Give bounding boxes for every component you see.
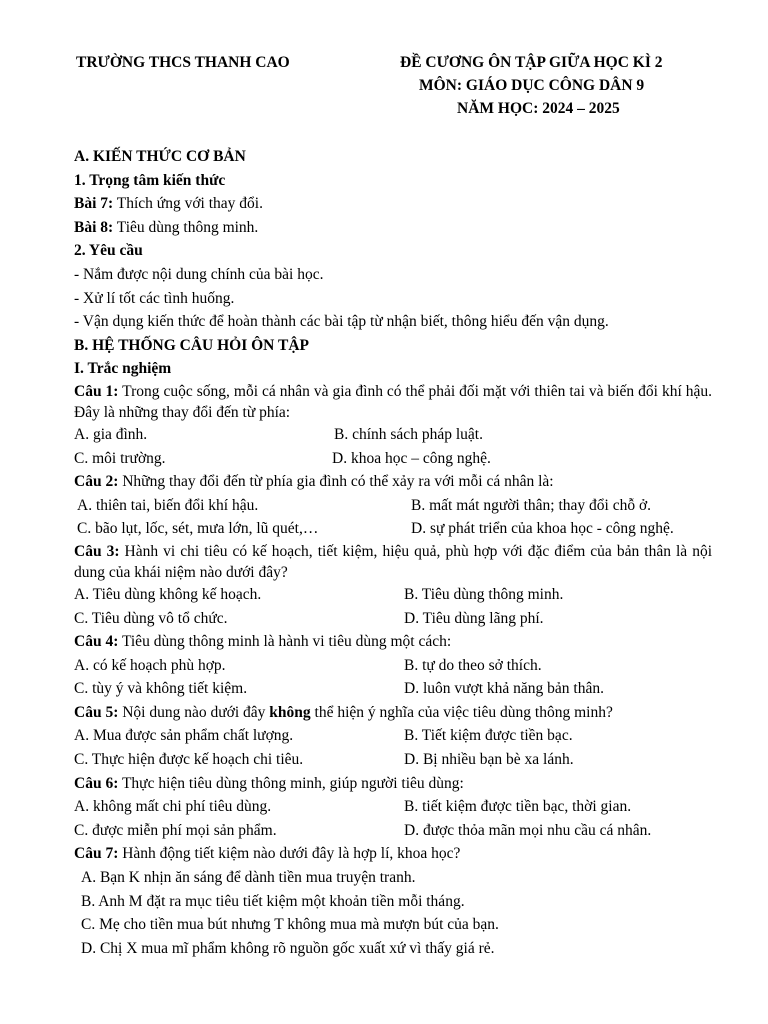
options-row <box>74 654 712 678</box>
option: A. có kế hoạch phù hợp. <box>74 656 226 674</box>
option: A. Bạn K nhịn ăn sáng để dành tiền mua truyện tranh. <box>81 869 416 887</box>
question-6 <box>74 772 712 796</box>
focus-heading: 1. Trọng tâm kiến thức <box>74 171 226 189</box>
options-row <box>74 795 712 819</box>
question-text: Nội dung nào dưới đây <box>118 703 270 721</box>
section-a-heading: A. KIẾN THỨC CƠ BẢN <box>74 148 246 165</box>
question-label: Câu 4: <box>74 633 119 651</box>
option: C. được miễn phí mọi sản phẩm. <box>74 821 277 839</box>
question-label: Câu 6: <box>74 774 119 792</box>
option: B. mất mát người thân; thay đổi chỗ ở. <box>411 496 652 514</box>
requirements-heading: 2. Yêu cầu <box>74 242 143 260</box>
option: B. chính sách pháp luật. <box>334 425 483 443</box>
question-text: Trong cuộc sống, mỗi cá nhân và gia đình có thể phải đối mặt với thiên tai và biến đổi khí hậu. Đây là những thay đổi đến từ phía: <box>74 382 712 421</box>
options-row <box>74 583 712 607</box>
question-text: Những thay đổi đến từ phía gia đình có thể xảy ra với mỗi cá nhân là: <box>118 473 554 491</box>
options-row <box>74 724 712 748</box>
option: B. Tiêu dùng thông minh. <box>404 585 564 603</box>
option: B. tiết kiệm được tiền bạc, thời gian. <box>404 798 632 816</box>
question-1 <box>74 381 712 423</box>
options-row <box>74 423 712 447</box>
question-4 <box>74 630 712 654</box>
question-text: Tiêu dùng thông minh là hành vi tiêu dùng một cách: <box>118 633 452 651</box>
option: D. Bị nhiều bạn bè xa lánh. <box>404 751 574 769</box>
options-row <box>74 677 712 701</box>
question-label: Câu 3: <box>74 542 120 560</box>
options-row <box>74 748 712 772</box>
option: C. bão lụt, lốc, sét, mưa lớn, lũ quét,… <box>77 520 319 538</box>
question-text: thể hiện ý nghĩa của việc tiêu dùng thông minh? <box>310 703 613 721</box>
document-title: ĐỀ CƯƠNG ÔN TẬP GIỮA HỌC KÌ 2 <box>400 54 663 71</box>
question-text: Hành động tiết kiệm nào dưới đây là hợp lí, khoa học? <box>118 845 461 863</box>
question-label: Câu 2: <box>74 473 119 491</box>
lesson-text: Thích ứng với thay đổi. <box>113 195 263 213</box>
subject-line: MÔN: GIÁO DỤC CÔNG DÂN 9 <box>419 77 645 94</box>
option: D. Tiêu dùng lãng phí. <box>404 609 544 627</box>
document-body <box>74 145 712 960</box>
option: C. Thực hiện được kế hoạch chi tiêu. <box>74 751 304 769</box>
options-row <box>74 819 712 843</box>
options-row <box>74 447 712 471</box>
question-label: Câu 5: <box>74 703 119 721</box>
emphasis-word: không <box>269 703 311 721</box>
option: D. sự phát triển của khoa học - công nghệ. <box>411 520 674 538</box>
option: C. tùy ý và không tiết kiệm. <box>74 680 248 698</box>
requirement-item: - Vận dụng kiến thức để hoàn thành các bài tập từ nhận biết, thông hiểu đến vận dụng. <box>74 313 609 331</box>
option: B. Anh M đặt ra mục tiêu tiết kiệm một khoản tiền mỗi tháng. <box>81 892 465 910</box>
multiple-choice-heading: I. Trắc nghiệm <box>74 360 172 378</box>
option: C. môi trường. <box>74 449 166 467</box>
option: B. tự do theo sở thích. <box>404 656 542 674</box>
question-2 <box>74 470 712 494</box>
option: D. được thỏa mãn mọi nhu cầu cá nhân. <box>404 821 652 839</box>
option: D. luôn vượt khả năng bản thân. <box>404 680 604 698</box>
options-row <box>74 494 712 518</box>
question-7 <box>74 842 712 866</box>
option: C. Tiêu dùng vô tổ chức. <box>74 609 228 627</box>
option: A. thiên tai, biến đổi khí hậu. <box>77 496 259 514</box>
option: A. gia đình. <box>74 425 148 443</box>
lesson-label: Bài 7: <box>74 195 114 213</box>
requirement-item: - Xử lí tốt các tình huống. <box>74 289 235 307</box>
question-label: Câu 1: <box>74 382 119 400</box>
question-3 <box>74 541 712 583</box>
question-text: Hành vi chi tiêu có kế hoạch, tiết kiệm, hiệu quả, phù hợp với đặc điểm của bản thân là nội dung của khái niệm nào dưới đây? <box>74 542 712 581</box>
option: A. không mất chi phí tiêu dùng. <box>74 798 272 816</box>
lesson-text: Tiêu dùng thông minh. <box>113 218 259 236</box>
option: D. Chị X mua mĩ phẩm không rõ nguồn gốc xuất xứ vì thấy giá rẻ. <box>81 939 495 957</box>
requirement-item: - Nắm được nội dung chính của bài học. <box>74 265 324 283</box>
section-b-heading: B. HỆ THỐNG CÂU HỎI ÔN TẬP <box>74 336 309 354</box>
options-row <box>74 607 712 631</box>
option: D. khoa học – công nghệ. <box>332 449 491 467</box>
school-year: NĂM HỌC: 2024 – 2025 <box>457 100 620 117</box>
option: B. Tiết kiệm được tiền bạc. <box>404 727 573 745</box>
school-name: TRƯỜNG THCS THANH CAO <box>76 54 290 71</box>
option: A. Tiêu dùng không kế hoạch. <box>74 585 262 603</box>
question-text: Thực hiện tiêu dùng thông minh, giúp người tiêu dùng: <box>118 774 464 792</box>
question-label: Câu 7: <box>74 845 119 863</box>
option: A. Mua được sản phẩm chất lượng. <box>74 727 294 745</box>
lesson-item <box>74 192 712 216</box>
question-5 <box>74 701 712 725</box>
lesson-item <box>74 216 712 240</box>
option: C. Mẹ cho tiền mua bút nhưng T không mua mà mượn bút của bạn. <box>81 916 499 934</box>
options-row <box>74 517 712 541</box>
lesson-label: Bài 8: <box>74 218 114 236</box>
